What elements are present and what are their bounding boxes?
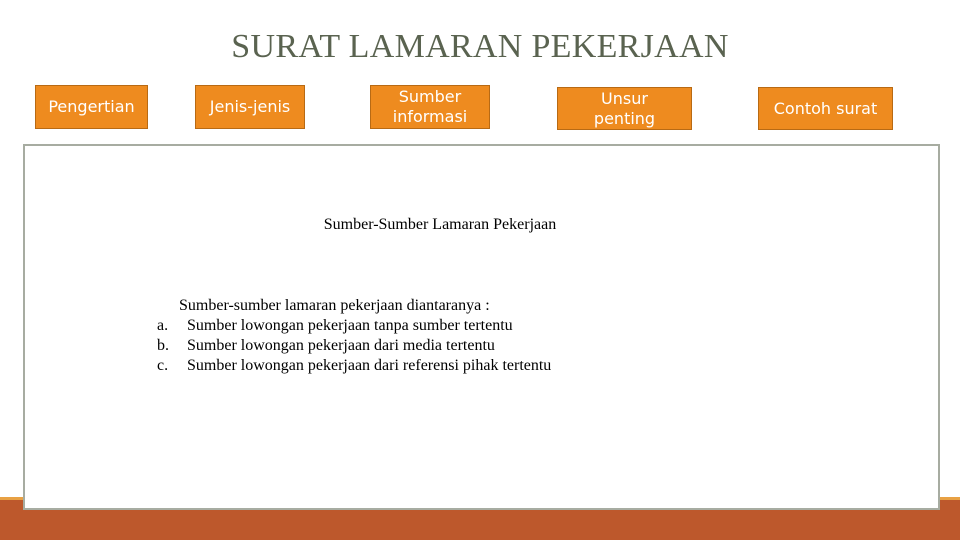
- list-item: [157, 336, 677, 356]
- content-heading: Sumber-Sumber Lamaran Pekerjaan: [323, 216, 557, 233]
- content-panel: [23, 144, 940, 510]
- contoh-surat-button[interactable]: Contoh surat: [758, 87, 893, 130]
- jenis-jenis-button[interactable]: Jenis-jenis: [195, 85, 305, 129]
- slide-title: SURAT LAMARAN PEKERJAAN: [231, 28, 729, 65]
- list-marker: c.: [157, 357, 169, 374]
- pengertian-button[interactable]: Pengertian: [35, 85, 148, 129]
- unsur-penting-button[interactable]: Unsur penting: [557, 87, 692, 130]
- sumber-informasi-button[interactable]: Sumber informasi: [370, 85, 490, 129]
- list-marker: b.: [157, 337, 169, 354]
- list-item-text: Sumber lowongan pekerjaan tanpa sumber tertentu: [187, 317, 513, 334]
- list-item: [157, 356, 677, 376]
- list-item: [157, 316, 677, 336]
- list-marker: a.: [157, 317, 169, 334]
- content-intro: Sumber-sumber lamaran pekerjaan diantaranya :: [179, 297, 490, 314]
- list-item-text: Sumber lowongan pekerjaan dari referensi pihak tertentu: [187, 357, 552, 374]
- list-item-text: Sumber lowongan pekerjaan dari media tertentu: [187, 337, 495, 354]
- content-body: [157, 296, 677, 376]
